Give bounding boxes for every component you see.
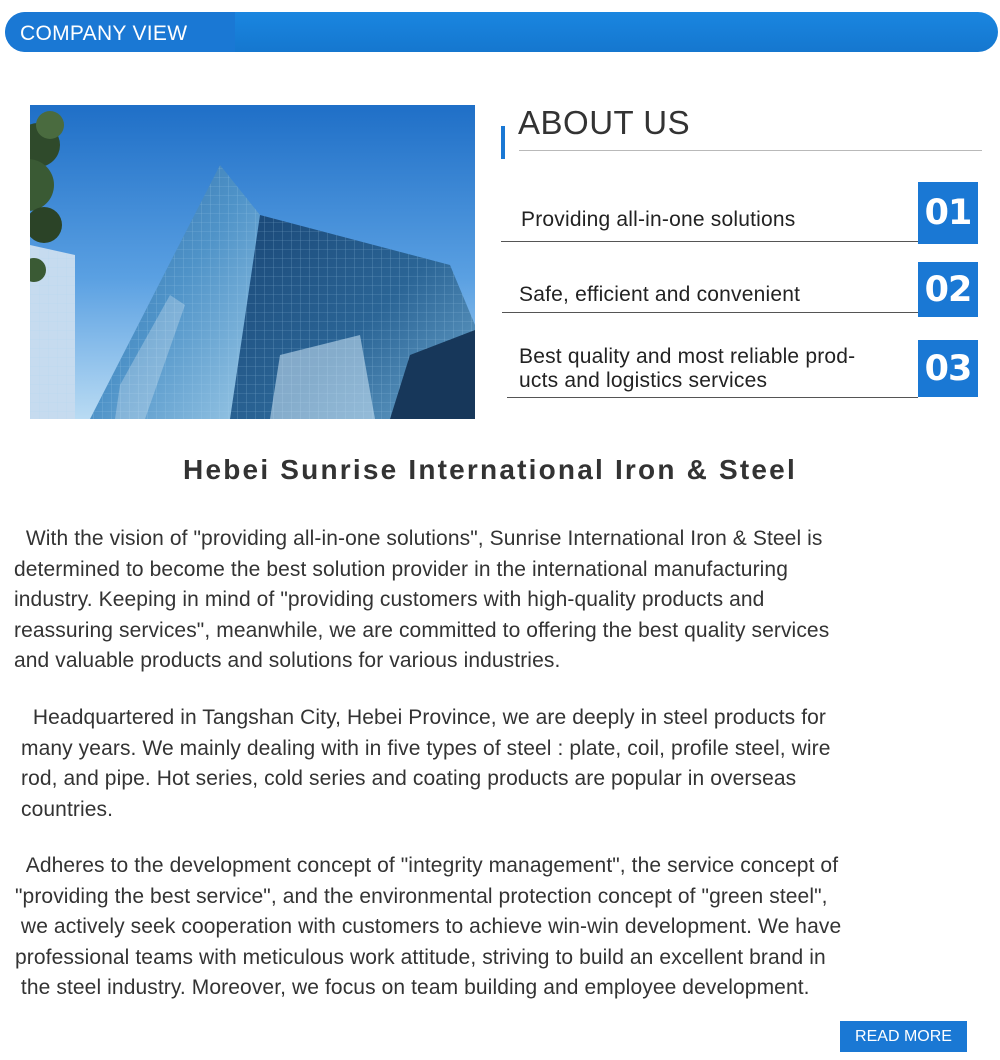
paragraph-line: determined to become the best solution provider in the international manufacturing (14, 557, 788, 581)
paragraph-line: Headquartered in Tangshan City, Hebei Province, we are deeply in steel products for (21, 706, 827, 729)
paragraph-line: professional teams with meticulous work attitude, striving to build an excellent brand in (15, 945, 826, 969)
paragraph-line: countries. (21, 797, 114, 821)
feature-item-3-divider (507, 397, 918, 398)
feature-item-2-number: 02 (918, 262, 978, 317)
read-more-button[interactable]: READ MORE (840, 1021, 967, 1052)
paragraph-line: many years. We mainly dealing with in five types of steel : plate, coil, profile steel, wire (21, 736, 831, 760)
feature-item-3-number: 03 (918, 340, 978, 397)
about-us-heading: ABOUT US (518, 104, 691, 141)
section-title: COMPANY VIEW (20, 22, 188, 45)
paragraph-line: With the vision of "providing all-in-one solutions", Sunrise International Iron & Steel is (14, 527, 823, 550)
paragraph-line: rod, and pipe. Hot series, cold series and coating products are popular in overseas (21, 767, 797, 790)
section-header-bar (5, 12, 998, 52)
feature-item-1-text: Providing all-in-one solutions (521, 208, 796, 231)
intro-paragraph-3 (15, 851, 841, 1004)
intro-paragraph-1 (14, 524, 829, 677)
feature-item-3-text-line1: Best quality and most reliable prod- (519, 345, 856, 368)
paragraph-line: "providing the best service", and the environmental protection concept of "green steel", (15, 884, 828, 908)
feature-item-1-divider (501, 241, 918, 242)
paragraph-line: and valuable products and solutions for various industries. (14, 649, 561, 672)
intro-paragraph-2 (21, 703, 831, 825)
about-title-underline (519, 150, 982, 151)
building-photo (30, 105, 475, 419)
paragraph-line: industry. Keeping in mind of "providing customers with high-quality products and (14, 588, 765, 611)
feature-item-2-divider (502, 312, 918, 313)
paragraph-line: Adheres to the development concept of "integrity management", the service concept of (15, 854, 839, 877)
feature-item-3-text-line2: ucts and logistics services (519, 369, 768, 392)
paragraph-line: reassuring services", meanwhile, we are committed to offering the best quality services (14, 618, 830, 642)
paragraph-line: we actively seek cooperation with customers to achieve win-win development. We have (15, 915, 842, 938)
company-name-heading: Hebei Sunrise International Iron & Steel (183, 454, 797, 485)
feature-item-2-text: Safe, efficient and convenient (519, 283, 801, 306)
feature-item-1-number: 01 (918, 182, 978, 244)
about-title-marker (501, 126, 505, 159)
skyscraper-image (30, 105, 475, 419)
paragraph-line: the steel industry. Moreover, we focus on team building and employee development. (15, 976, 810, 999)
